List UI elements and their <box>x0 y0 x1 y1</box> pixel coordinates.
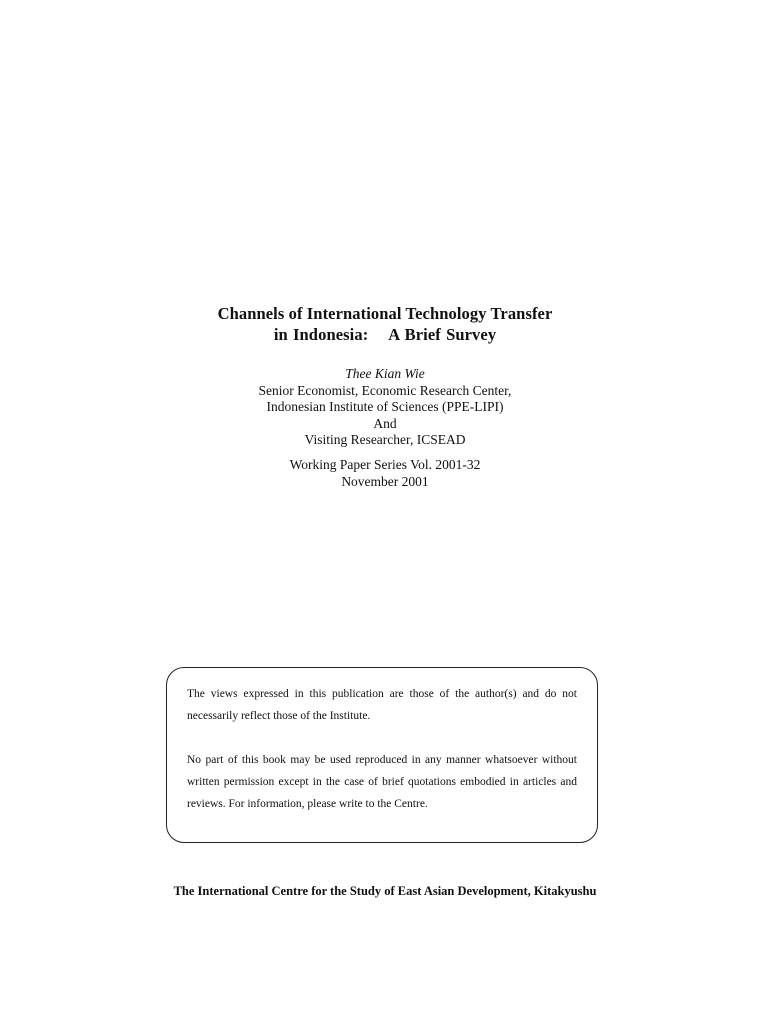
paper-title <box>0 303 770 345</box>
author-block <box>0 366 770 449</box>
author-affiliation-2: Indonesian Institute of Sciences (PPE-LIPI) <box>266 399 504 414</box>
disclaimer-box <box>166 667 598 843</box>
publisher-footer: The International Centre for the Study of East Asian Development, Kitakyushu <box>173 884 597 898</box>
series-info <box>0 457 770 490</box>
title-line-1: Channels of International Technology Transfer <box>217 304 553 323</box>
title-line-2: in Indonesia: A Brief Survey <box>273 325 497 344</box>
disclaimer-paragraph-2: No part of this book may be used reproduced in any manner whatsoever without written permission except in the case of brief quotations embodied in articles and reviews. For information, please write to the Centre. <box>187 754 577 810</box>
author-affiliation-1: Senior Economist, Economic Research Center, <box>258 382 512 398</box>
author-affiliation-3: Visiting Researcher, ICSEAD <box>304 432 466 447</box>
series-date: November 2001 <box>341 473 429 489</box>
series-label: Working Paper Series Vol. 2001-32 <box>289 457 481 472</box>
author-name: Thee Kian Wie <box>345 366 425 381</box>
disclaimer-paragraph-1: The views expressed in this publication are those of the author(s) and do not necessarily reflect those of the Institute. <box>187 688 577 722</box>
author-conjunction: And <box>373 415 397 431</box>
